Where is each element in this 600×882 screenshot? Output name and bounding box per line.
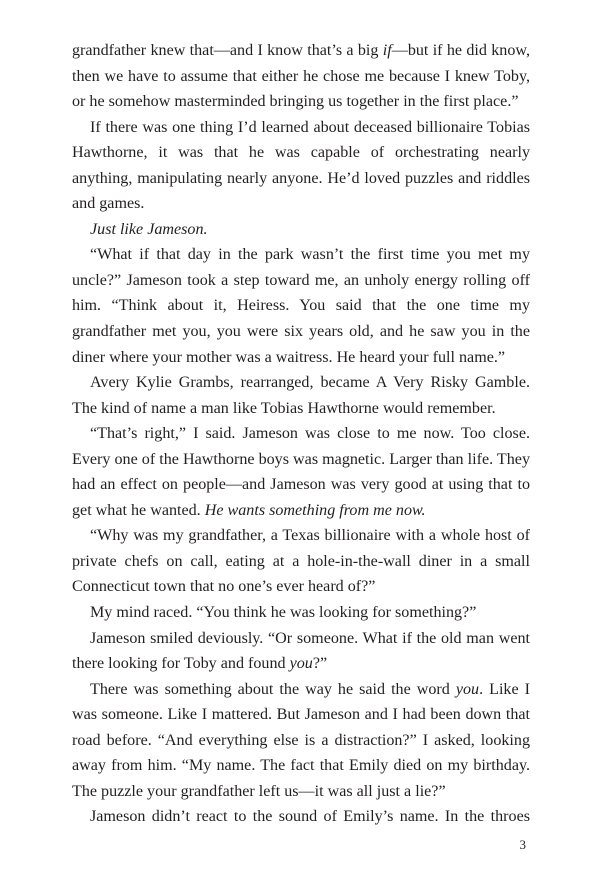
paragraph-6: “That’s right,” I said. Jameson was close to me now. Too close. Every one of the Hawthorne boys was magnetic. Larger than life. They had an effect on people—and Jameson was very good at using that to get what he wanted. He wants something from me now. (72, 425, 530, 519)
paragraph-9: Jameson smiled deviously. “Or someone. What if the old man went there looking for Toby and found you?” (72, 629, 530, 673)
paragraph-11: Jameson didn’t react to the sound of Emily’s name. In the throes (90, 808, 530, 826)
paragraph-3: Just like Jameson. (90, 220, 208, 238)
paragraph-4: “What if that day in the park wasn’t the first time you met my uncle?” Jameson took a step toward me, an unholy energy rolling off him. “Think about it, Heiress. You said that the one time my grandfather met you, you were six years old, and he saw you in the diner where your mother was a waitress. He heard your full name.” (72, 246, 530, 366)
paragraph-8: My mind raced. “You think he was looking for something?” (90, 604, 477, 622)
paragraph-2: If there was one thing I’d learned about deceased billionaire Tobias Hawthorne, it was that he was capable of orchestrating nearly anything, manipulating nearly anyone. He’d loved puzzles and riddles and games. (72, 118, 530, 213)
paragraph-10: There was something about the way he said the word you. Like I was someone. Like I mattered. But Jameson and I had been down that road before. “And everything else is a distraction?” I asked, looking away from him. “My name. The fact that Emily died on my birthday. The puzzle your grandfather left us—it was all just a lie?” (72, 680, 530, 800)
body-text (72, 38, 530, 830)
paragraph-5: Avery Kylie Grambs, rearranged, became A Very Risky Gamble. The kind of name a man like Tobias Hawthorne would remember. (72, 374, 530, 417)
paragraph-1: grandfather knew that—and I know that’s a big if—but if he did know, then we have to assume that either he chose me because I knew Toby, or he somehow masterminded bringing us together in the first place.” (72, 42, 530, 111)
page-number: 3 (519, 837, 526, 852)
paragraph-7: “Why was my grandfather, a Texas billionaire with a whole host of private chefs on call, eating at a hole-in-the-wall diner in a small Connecticut town that no one’s ever heard of?” (72, 527, 530, 596)
